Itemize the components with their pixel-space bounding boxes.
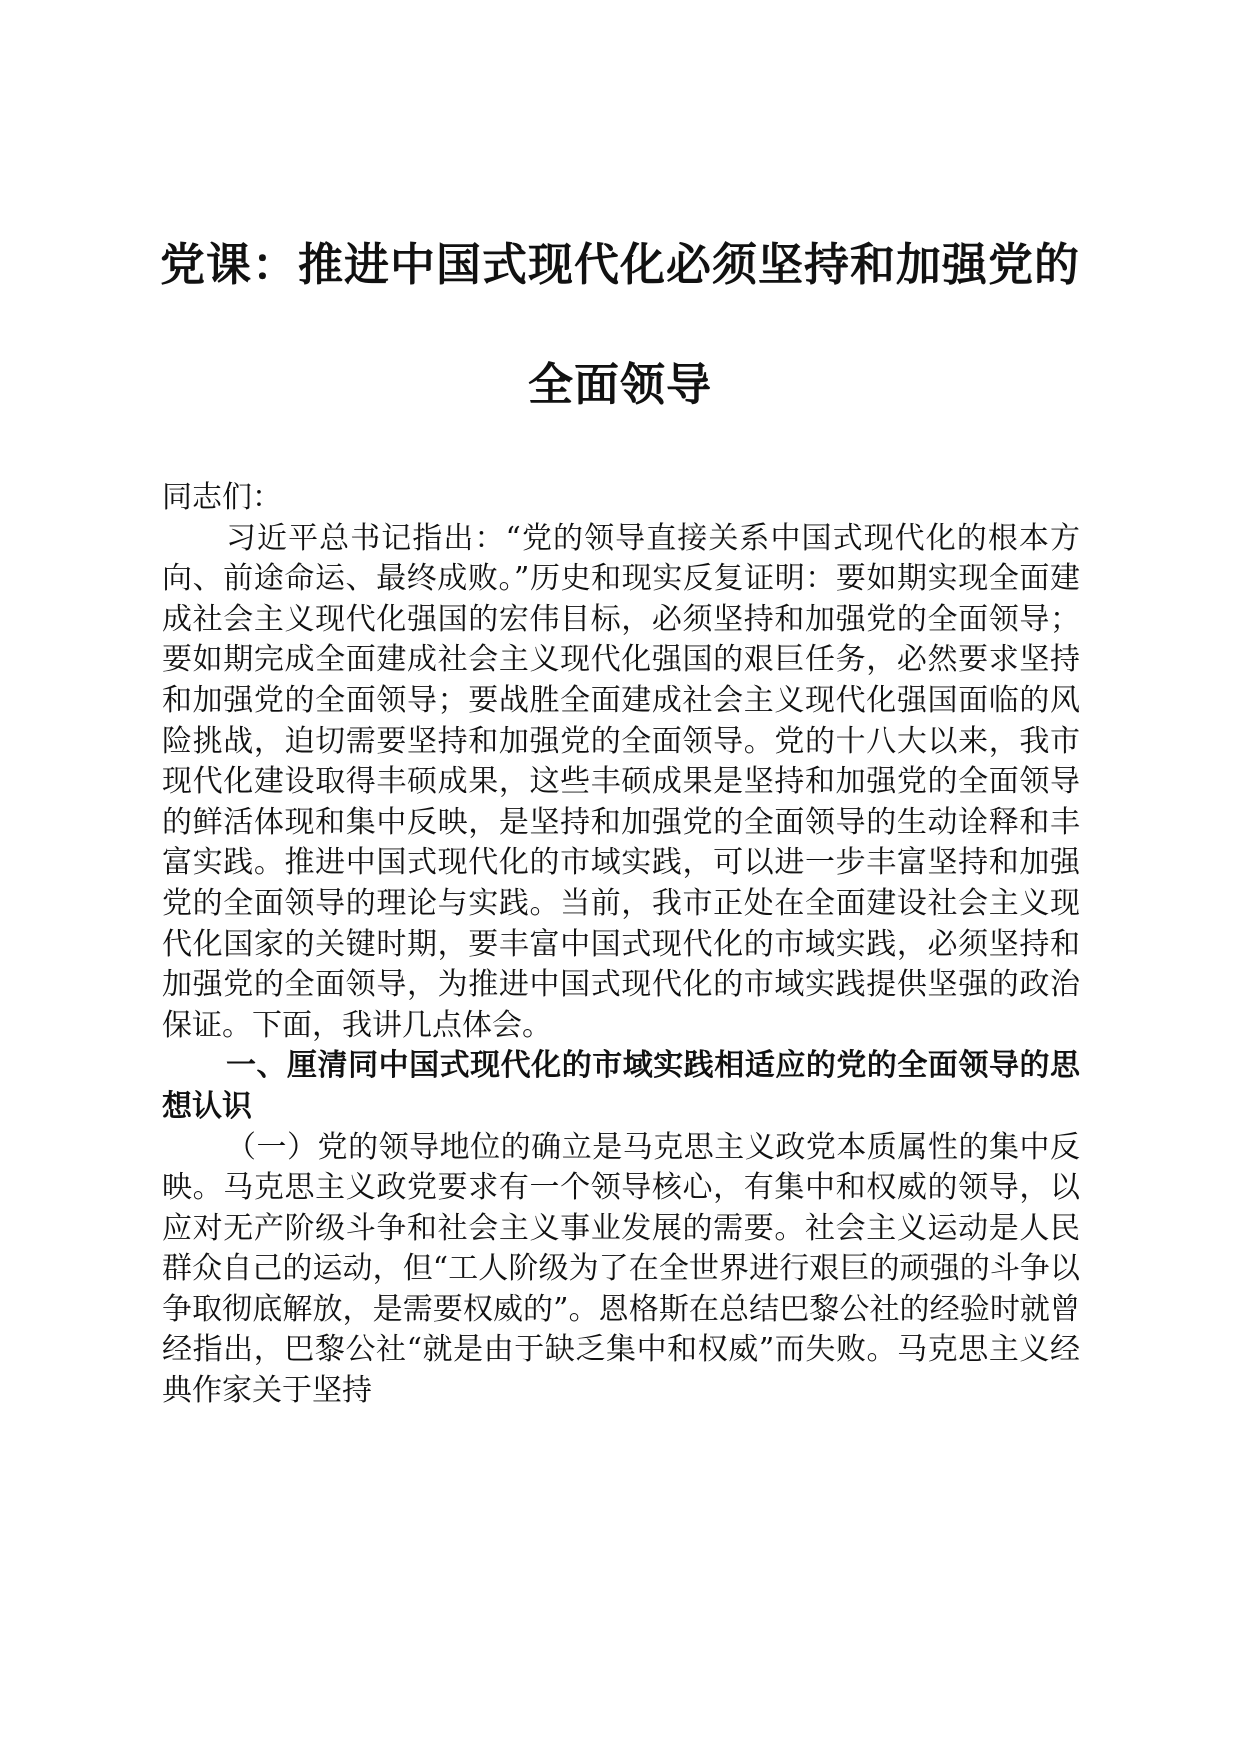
document-title-line-2: 全面领导 [527, 358, 712, 411]
salutation: 同志们： [162, 480, 282, 515]
paragraph-intro: 习近平总书记指出：“党的领导直接关系中国式现代化的根本方向、前途命运、最终成败。”历史和现实反复证明：要如期实现全面建成社会主义现代化强国的宏伟目标，必须坚持和加强党的全面领导；要如期完成全面建成社会主义现代化强国的艰巨任务，必然要求坚持和加强党的全面领导；要战胜全面建成社会主义现代化强国面临的风险挑战，迫切需要坚持和加强党的全面领导。党的十八大以来，我市现代化建设取得丰硕成果，这些丰硕成果是坚持和加强党的全面领导的鲜活体现和集中反映，是坚持和加强党的全面领导的生动诠释和丰富实践。推进中国式现代化的市域实践，可以进一步丰富坚持和加强党的全面领导的理论与实践。当前，我市正处在全面建设社会主义现代化国家的关键时期，要丰富中国式现代化的市域实践，必须坚持和加强党的全面领导，为推进中国式现代化的市域实践提供坚强的政治保证。下面，我讲几点体会。 [162, 520, 1080, 1043]
section-heading-1: 一、厘清同中国式现代化的市域实践相适应的党的全面领导的思想认识 [162, 1048, 1080, 1124]
paragraph-section-1-1: （一）党的领导地位的确立是马克思主义政党本质属性的集中反映。马克思主义政党要求有一个领导核心，有集中和权威的领导，以应对无产阶级斗争和社会主义事业发展的需要。社会主义运动是人民群众自己的运动，但“工人阶级为了在全世界进行艰巨的顽强的斗争以争取彻底解放，是需要权威的”。恩格斯在总结巴黎公社的经验时就曾经指出，巴黎公社“就是由于缺乏集中和权威”而失败。马克思主义经典作家关于坚持 [162, 1129, 1080, 1409]
document-body [162, 478, 1080, 1412]
document-title-line-1: 党课：推进中国式现代化必须坚持和加强党的 [159, 238, 1080, 291]
